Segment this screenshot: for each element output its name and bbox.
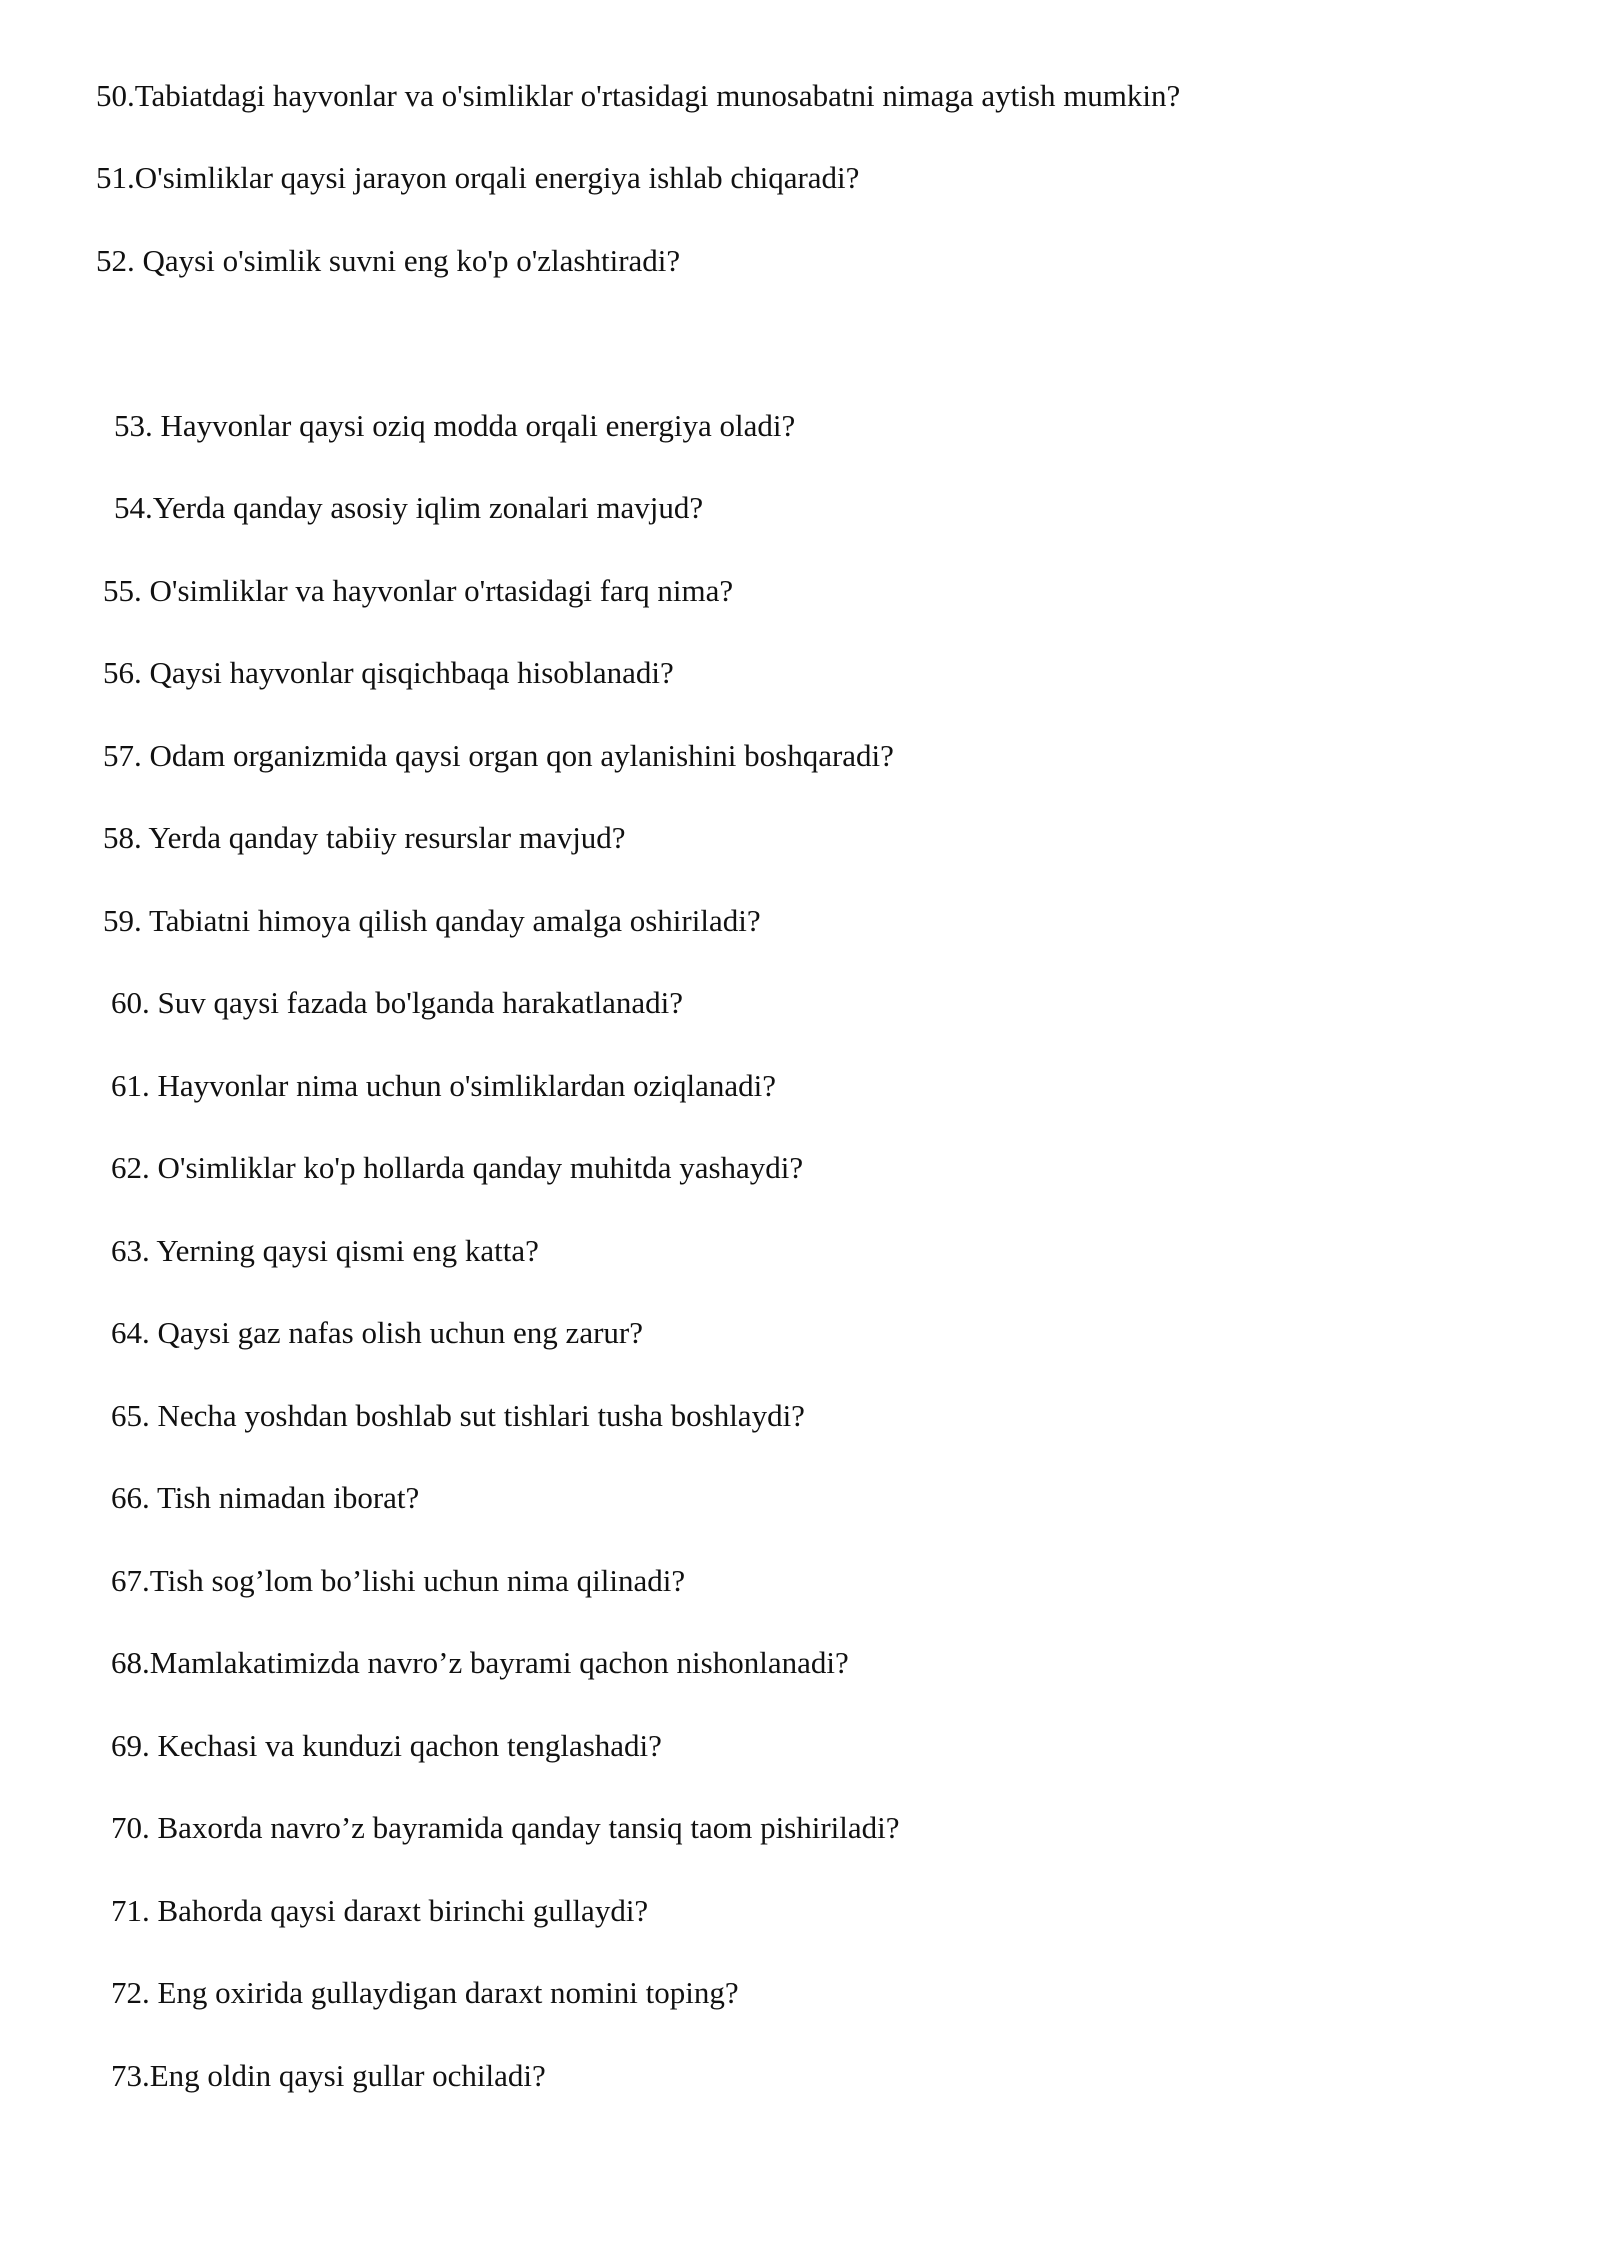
question-54: 54.Yerda qanday asosiy iqlim zonalari mavjud? xyxy=(114,490,704,525)
question-67: 67.Tish sog’lom bo’lishi uchun nima qilinadi? xyxy=(111,1563,686,1598)
question-65: 65. Necha yoshdan boshlab sut tishlari tusha boshlaydi? xyxy=(111,1398,805,1433)
question-58: 58. Yerda qanday tabiiy resurslar mavjud? xyxy=(103,820,626,855)
question-73: 73.Eng oldin qaysi gullar ochiladi? xyxy=(111,2058,546,2093)
question-70: 70. Baxorda navro’z bayramida qanday tansiq taom pishiriladi? xyxy=(111,1810,900,1845)
question-61: 61. Hayvonlar nima uchun o'simliklardan oziqlanadi? xyxy=(111,1068,777,1103)
question-59: 59. Tabiatni himoya qilish qanday amalga oshiriladi? xyxy=(103,903,761,938)
question-53: 53. Hayvonlar qaysi oziq modda orqali energiya oladi? xyxy=(114,408,796,443)
question-60: 60. Suv qaysi fazada bo'lganda harakatlanadi? xyxy=(111,985,683,1020)
question-51: 51.O'simliklar qaysi jarayon orqali energiya ishlab chiqaradi? xyxy=(96,160,860,195)
question-64: 64. Qaysi gaz nafas olish uchun eng zarur? xyxy=(111,1315,643,1350)
question-55: 55. O'simliklar va hayvonlar o'rtasidagi farq nima? xyxy=(103,573,734,608)
question-72: 72. Eng oxirida gullaydigan daraxt nomini toping? xyxy=(111,1975,739,2010)
question-52: 52. Qaysi o'simlik suvni eng ko'p o'zlashtiradi? xyxy=(96,243,681,278)
question-69: 69. Kechasi va kunduzi qachon tenglashadi? xyxy=(111,1728,662,1763)
question-56: 56. Qaysi hayvonlar qisqichbaqa hisoblanadi? xyxy=(103,655,674,690)
question-66: 66. Tish nimadan iborat? xyxy=(111,1480,420,1515)
question-50: 50.Tabiatdagi hayvonlar va o'simliklar o'rtasidagi munosabatni nimaga aytish mumkin? xyxy=(96,78,1181,113)
question-63: 63. Yerning qaysi qismi eng katta? xyxy=(111,1233,539,1268)
question-57: 57. Odam organizmida qaysi organ qon aylanishini boshqaradi? xyxy=(103,738,894,773)
question-62: 62. O'simliklar ko'p hollarda qanday muhitda yashaydi? xyxy=(111,1150,804,1185)
question-68: 68.Mamlakatimizda navro’z bayrami qachon nishonlanadi? xyxy=(111,1645,849,1680)
question-71: 71. Bahorda qaysi daraxt birinchi gullaydi? xyxy=(111,1893,649,1928)
